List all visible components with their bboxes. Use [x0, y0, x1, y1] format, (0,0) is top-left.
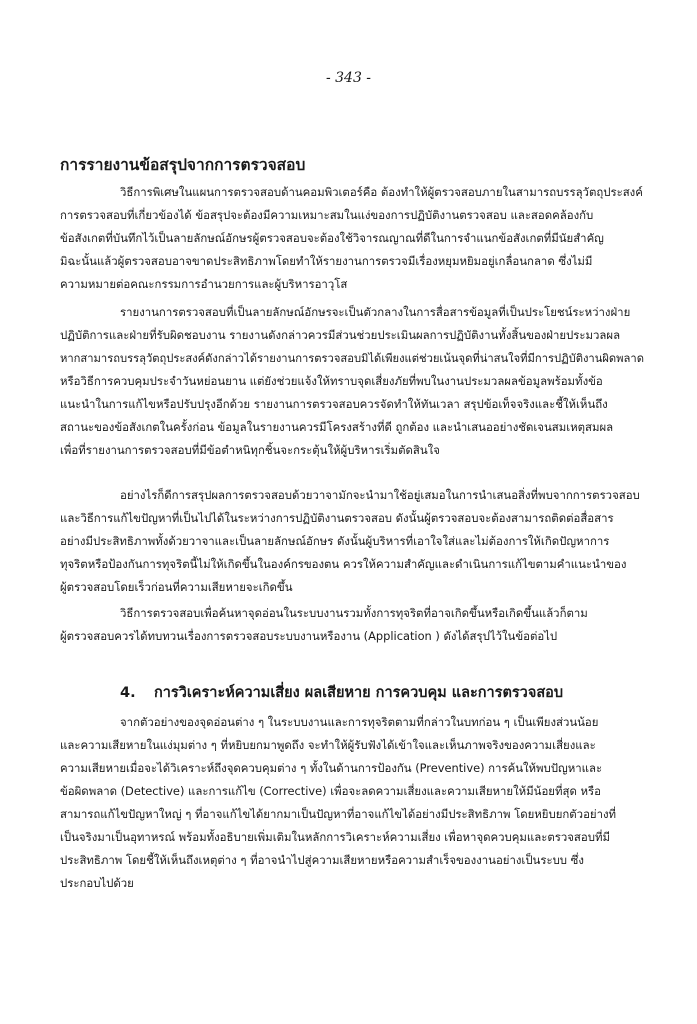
paragraph-line: ทุจริตหรือป้องกันการทุจริตนี้ไม่ให้เกิดขึ้นในองค์กรของตน ควรให้ความสำคัญและดำเนินการแก้ไขตามคำแนะนำของ	[60, 557, 627, 571]
section-4-heading	[120, 681, 563, 704]
section-heading-audit-report: การรายงานข้อสรุปจากการตรวจสอบ	[60, 156, 306, 174]
paragraph-4	[60, 602, 650, 648]
paragraph-line: ข้อผิดพลาด (Detective) และการแก้ไข (Corrective) เพื่อจะลดความเสี่ยงและความเสียหายให้มีน้อยที่สุด หรือ	[60, 784, 601, 798]
paragraph-line: ความหมายต่อคณะกรรมการอำนวยการและผู้บริหารอาวุโส	[60, 277, 348, 291]
section-title: การวิเคราะห์ความเสี่ยง ผลเสียหาย การควบคุม และการตรวจสอบ	[154, 685, 564, 701]
paragraph-line: ประสิทธิภาพ โดยชี้ให้เห็นถึงเหตุต่าง ๆ ที่อาจนำไปสู่ความเสียหายหรือความสำเร็จของงานอย่างเป็นระบบ ซึ่ง	[60, 853, 584, 867]
paragraph-line: สามารถแก้ไขปัญหาใหญ่ ๆ ที่อาจแก้ไขได้ยากมาเป็นปัญหาที่อาจแก้ไขได้อย่างมีประสิทธิภาพ โดยหยิบยกตัวอย่างที่	[60, 807, 617, 821]
paragraph-line: แนะนำในการแก้ไขหรือปรับปรุงอีกด้วย รายงานการตรวจสอบควรจัดทำให้ทันเวลา สรุปข้อเท็จจริงและชี้ให้เห็นถึง	[60, 397, 608, 411]
paragraph-line: และวิธีการแก้ไขปัญหาที่เป็นไปได้ในระหว่างการปฏิบัติงานตรวจสอบ ดังนั้นผู้ตรวจสอบจะต้องสามารถติดต่อสื่อสาร	[60, 511, 614, 525]
paragraph-line: สถานะของข้อสังเกตในครั้งก่อน ข้อมูลในรายงานควรมีโครงสร้างที่ดี ถูกต้อง และนำเสนออย่างชัดเจนสมเหตุสมผล	[60, 420, 614, 434]
paragraph-line: เป็นจริงมาเป็นอุทาหรณ์ พร้อมทั้งอธิบายเพิ่มเติมในหลักการวิเคราะห์ความเสี่ยง เพื่อหาจุดควบคุมและตรวจสอบที่มี	[60, 830, 610, 844]
paragraph-line: ความเสียหายเมื่อจะได้วิเคราะห์ถึงจุดควบคุมต่าง ๆ ทั้งในด้านการป้องกัน (Preventive) การค้นให้พบปัญหาและ	[60, 761, 603, 775]
paragraph-line: ข้อสังเกตที่บันทึกไว้เป็นลายลักษณ์อักษรผู้ตรวจสอบจะต้องใช้วิจารณญาณที่ดีในการจำแนกข้อสังเกตที่มีนัยสำคัญ	[60, 231, 604, 245]
paragraph-line: เพื่อที่รายงานการตรวจสอบที่มีข้อตำหนิทุกชิ้นจะกระตุ้นให้ผู้บริหารเริ่มตัดสินใจ	[60, 443, 440, 457]
paragraph-line: ผู้ตรวจสอบโดยเร็วก่อนที่ความเสียหายจะเกิดขึ้น	[60, 580, 293, 594]
paragraph-line: อย่างไรก็ดีการสรุปผลการตรวจสอบด้วยวาจามักจะนำมาใช้อยู่เสมอในการนำเสนอสิ่งที่พบจากการตรวจสอบ	[120, 488, 640, 502]
paragraph-line: วิธีการตรวจสอบเพื่อค้นหาจุดอ่อนในระบบงานรวมทั้งการทุจริตที่อาจเกิดขึ้นหรือเกิดขึ้นแล้วก็ตาม	[120, 606, 588, 620]
paragraph-line: และความเสียหายในแง่มุมต่าง ๆ ที่หยิบยกมาพูดถึง จะทำให้ผู้รับฟังได้เข้าใจและเห็นภาพจริงของความเสี่ยงและ	[60, 738, 596, 752]
paragraph-3	[60, 484, 650, 599]
paragraph-line: รายงานการตรวจสอบที่เป็นลายลักษณ์อักษรจะเป็นตัวกลางในการสื่อสารข้อมูลที่เป็นประโยชน์ระหว่างฝ่าย	[120, 305, 631, 319]
page-number: - 343 -	[325, 70, 372, 86]
paragraph-5	[60, 711, 650, 895]
paragraph-line: มิฉะนั้นแล้วผู้ตรวจสอบอาจขาดประสิทธิภาพโดยทำให้รายงานการตรวจมีเรื่องหยุมหยิมอยู่เกลื่อนกลาด ซึ่งไม่มี	[60, 254, 593, 268]
paragraph-line: ปฏิบัติการและฝ่ายที่รับผิดชอบงาน รายงานดังกล่าวควรมีส่วนช่วยประเมินผลการปฏิบัติงานทั้งสิ้นของฝ่ายประมวลผล	[60, 328, 621, 342]
paragraph-line: วิธีการพิเศษในแผนการตรวจสอบด้านคอมพิวเตอร์คือ ต้องทำให้ผู้ตรวจสอบภายในสามารถบรรลุวัตถุประสงค์	[120, 185, 643, 199]
paragraph-line: หากสามารถบรรลุวัตถุประสงค์ดังกล่าวได้รายงานการตรวจสอบมิได้เพียงแต่ช่วยเน้นจุดที่น่าสนใจที่มีการปฏิบัติงานผิดพลาด	[60, 352, 644, 365]
paragraph-1	[60, 181, 650, 296]
paragraph-line: อย่างมีประสิทธิภาพทั้งด้วยวาจาและเป็นลายลักษณ์อักษร ดังนั้นผู้บริหารที่เอาใจใส่และไม่ต้องการให้เกิดปัญหาการ	[60, 534, 610, 548]
paragraph-2	[60, 301, 650, 462]
paragraph-line: ประกอบไปด้วย	[60, 876, 134, 890]
section-number: 4.	[120, 685, 136, 701]
paragraph-line: ผู้ตรวจสอบควรได้ทบทวนเรื่องการตรวจสอบระบบงานหรืองาน (Application ) ดังได้สรุปไว้ในข้อต่อไป	[60, 629, 558, 643]
paragraph-line: จากตัวอย่างของจุดอ่อนต่าง ๆ ในระบบงานและการทุจริตตามที่กล่าวในบทก่อน ๆ เป็นเพียงส่วนน้อย	[120, 715, 599, 729]
paragraph-line: การตรวจสอบที่เกี่ยวข้องได้ ข้อสรุปจะต้องมีความเหมาะสมในแง่ของการปฏิบัติงานตรวจสอบ และสอดคล้องกับ	[60, 208, 594, 222]
paragraph-line: หรือวิธีการควบคุมประจำวันหย่อนยาน แต่ยังช่วยแจ้งให้ทราบจุดเสี่ยงภัยที่พบในงานประมวลผลข้อมูลพร้อมทั้งข้อ	[60, 374, 603, 388]
